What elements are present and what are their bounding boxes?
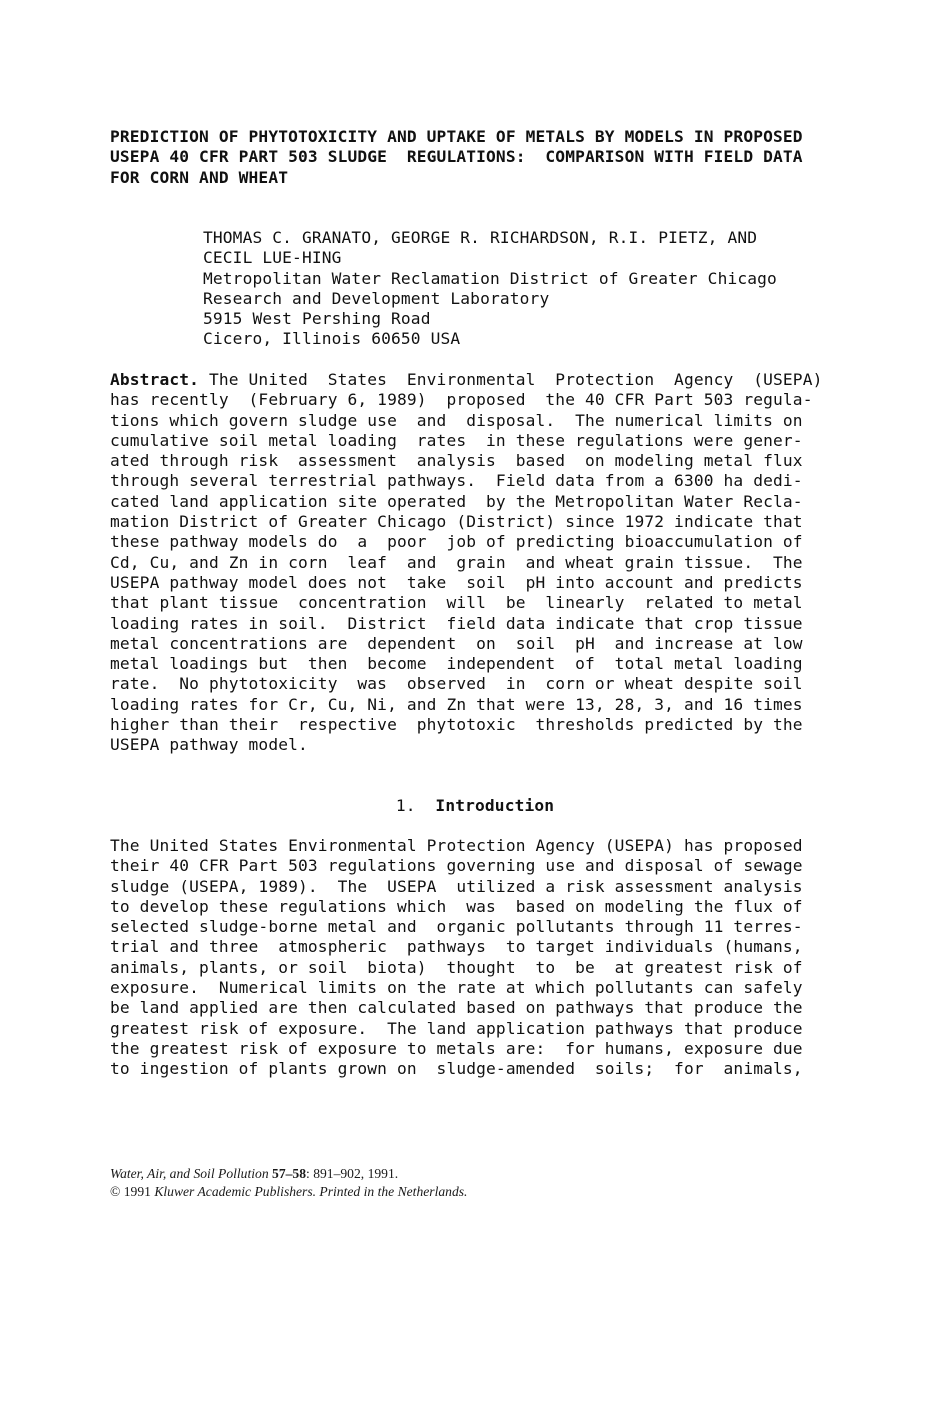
title-line: PREDICTION OF PHYTOTOXICITY AND UPTAKE OF METALS BY MODELS IN PROPOSED <box>110 127 803 146</box>
citation-line <box>110 1165 810 1183</box>
abstract-line: tions which govern sludge use and disposal. The numerical limits on <box>110 410 803 430</box>
abstract-line: through several terrestrial pathways. Field data from a 6300 ha dedi- <box>110 471 803 491</box>
abstract-line: loading rates in soil. District field data indicate that crop tissue <box>110 613 803 633</box>
intro-line: The United States Environmental Protection Agency (USEPA) has proposed <box>110 836 803 855</box>
abstract-first-line <box>110 370 840 390</box>
copyright-prefix: © 1991 <box>110 1184 155 1199</box>
abstract-line: USEPA pathway model does not take soil pH into account and predicts <box>110 572 803 592</box>
address-line: 5915 West Pershing Road <box>203 309 431 329</box>
copyright-line <box>110 1183 810 1201</box>
address-line: Cicero, Illinois 60650 USA <box>203 329 461 349</box>
abstract-line: Cd, Cu, and Zn in corn leaf and grain and wheat grain tissue. The <box>110 552 803 572</box>
intro-line: to develop these regulations which was based on modeling the flux of <box>110 896 803 916</box>
section-title: Introduction <box>435 796 555 815</box>
abstract-label: Abstract. <box>110 370 200 389</box>
paper-title <box>110 127 840 188</box>
abstract-line: has recently (February 6, 1989) proposed the 40 CFR Part 503 regula- <box>110 390 813 410</box>
journal-name: Water, Air, and Soil Pollution <box>110 1166 269 1181</box>
intro-line: the greatest risk of exposure to metals are: for humans, exposure due <box>110 1038 803 1058</box>
author-block <box>203 228 863 350</box>
intro-line: selected sludge-borne metal and organic pollutants through 11 terres- <box>110 917 803 937</box>
section-heading <box>110 796 840 816</box>
abstract-line: ated through risk assessment analysis based on modeling metal flux <box>110 451 803 471</box>
journal-volume: 57–58 <box>272 1166 307 1181</box>
journal-pages: : 891–902, 1991. <box>306 1166 399 1181</box>
abstract-line: loading rates for Cr, Cu, Ni, and Zn that were 13, 28, 3, and 16 times <box>110 694 803 714</box>
intro-line: trial and three atmospheric pathways to target individuals (humans, <box>110 937 803 957</box>
author-names-line: CECIL LUE-HING <box>203 248 342 268</box>
abstract-line: metal loadings but then become independent of total metal loading <box>110 654 803 674</box>
abstract-line: metal concentrations are dependent on soil pH and increase at low <box>110 633 803 653</box>
abstract-line: rate. No phytotoxicity was observed in corn or wheat despite soil <box>110 674 803 694</box>
intro-line: to ingestion of plants grown on sludge-amended soils; for animals, <box>110 1059 803 1079</box>
title-line: USEPA 40 CFR PART 503 SLUDGE REGULATIONS: COMPARISON WITH FIELD DATA <box>110 147 803 167</box>
intro-line: their 40 CFR Part 503 regulations governing use and disposal of sewage <box>110 856 803 876</box>
intro-line: greatest risk of exposure. The land application pathways that produce <box>110 1018 803 1038</box>
section-number: 1. <box>395 796 416 815</box>
abstract-line: cated land application site operated by the Metropolitan Water Recla- <box>110 491 803 511</box>
intro-line: be land applied are then calculated based on pathways that produce the <box>110 998 803 1018</box>
abstract-line: that plant tissue concentration will be linearly related to metal <box>110 593 803 613</box>
journal-footer <box>110 1165 810 1201</box>
title-line: FOR CORN AND WHEAT <box>110 167 289 187</box>
abstract-line: mation District of Greater Chicago (District) since 1972 indicate that <box>110 512 803 532</box>
abstract <box>110 370 840 756</box>
abstract-line: USEPA pathway model. <box>110 735 308 755</box>
affiliation-line: Research and Development Laboratory <box>203 288 550 308</box>
abstract-line: cumulative soil metal loading rates in these regulations were gener- <box>110 430 803 450</box>
publisher-name: Kluwer Academic Publishers. Printed in the Netherlands. <box>154 1184 468 1199</box>
abstract-line: higher than their respective phytotoxic thresholds predicted by the <box>110 715 803 735</box>
intro-line: sludge (USEPA, 1989). The USEPA utilized a risk assessment analysis <box>110 876 803 896</box>
introduction-body <box>110 836 840 1080</box>
intro-line: animals, plants, or soil biota) thought to be at greatest risk of <box>110 957 803 977</box>
intro-line: exposure. Numerical limits on the rate at which pollutants can safely <box>110 978 803 998</box>
abstract-text: The United States Environmental Protection Agency (USEPA) <box>199 370 823 389</box>
affiliation-line: Metropolitan Water Reclamation District of Greater Chicago <box>203 268 777 288</box>
abstract-line: these pathway models do a poor job of predicting bioaccumulation of <box>110 532 803 552</box>
author-names-line: THOMAS C. GRANATO, GEORGE R. RICHARDSON, R.I. PIETZ, AND <box>203 228 758 247</box>
